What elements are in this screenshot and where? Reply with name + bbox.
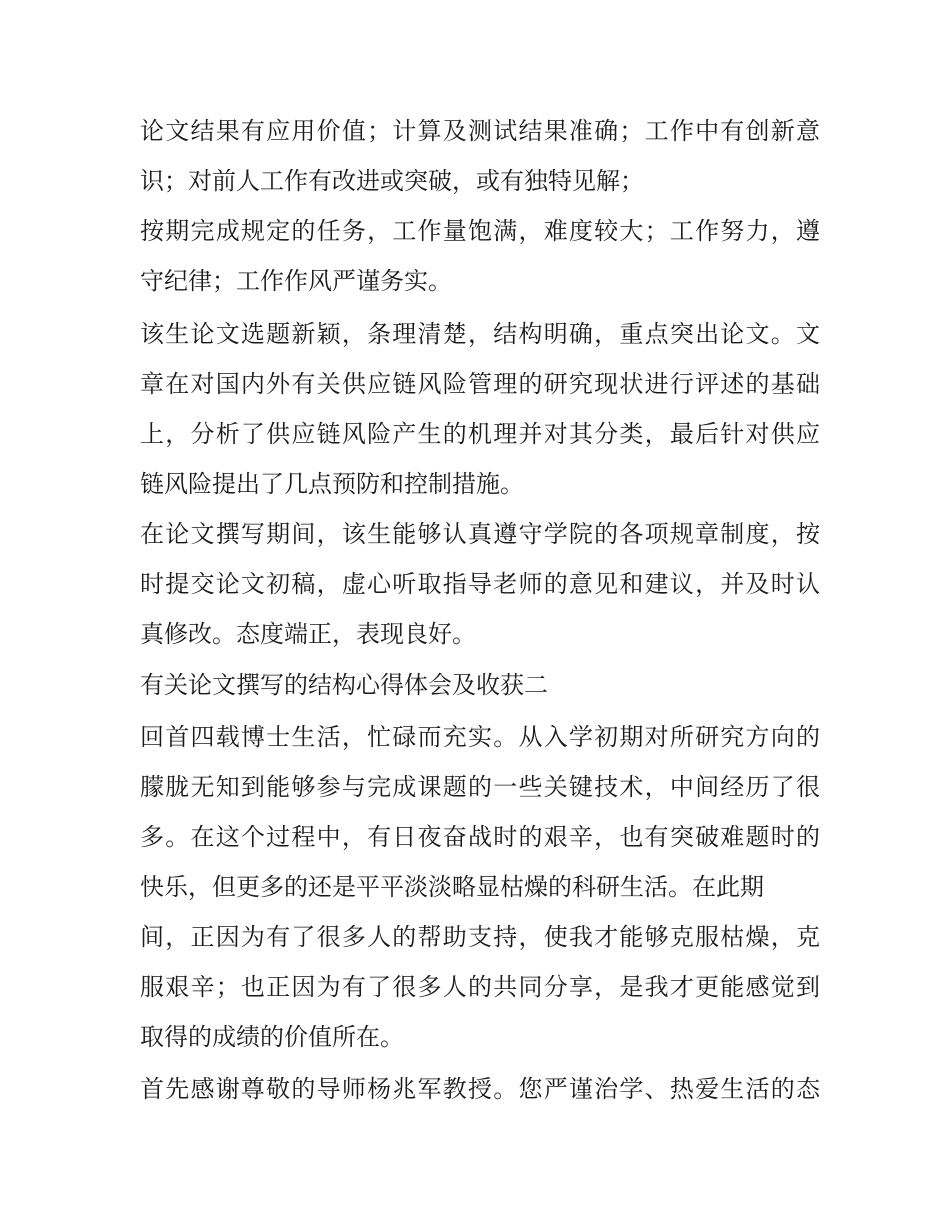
text-line: 链风险提出了几点预防和控制措施。: [140, 470, 524, 498]
text-line: 朦胧无知到能够参与完成课题的一些关键技术，中间经历了很: [140, 773, 820, 801]
text-line: 按期完成规定的任务，工作量饱满，难度较大；工作努力，遵: [140, 217, 820, 245]
text-line: 识；对前人工作有改进或突破，或有独特见解；: [140, 167, 644, 195]
text-line: 服艰辛；也正因为有了很多人的共同分享，是我才更能感觉到: [140, 973, 820, 1001]
text-line: 取得的成绩的价值所在。: [140, 1023, 404, 1051]
text-line: 论文结果有应用价值；计算及测试结果准确；工作中有创新意: [140, 117, 820, 145]
text-line: 在论文撰写期间，该生能够认真遵守学院的各项规章制度，按: [140, 520, 820, 548]
text-line: 回首四载博士生活，忙碌而充实。从入学初期对所研究方向的: [140, 723, 820, 751]
text-line: 该生论文选题新颖，条理清楚，结构明确，重点突出论文。文: [140, 320, 820, 348]
section-heading: 有关论文撰写的结构心得体会及收获二: [140, 671, 548, 699]
text-line: 首先感谢尊敬的导师杨兆军教授。您严谨治学、热爱生活的态: [140, 1075, 820, 1103]
text-line: 守纪律；工作作风严谨务实。: [140, 267, 452, 295]
text-line: 多。在这个过程中，有日夜奋战时的艰辛，也有突破难题时的: [140, 823, 820, 851]
text-line: 时提交论文初稿，虚心听取指导老师的意见和建议，并及时认: [140, 570, 820, 598]
text-line: 间，正因为有了很多人的帮助支持，使我才能够克服枯燥，克: [140, 923, 820, 951]
text-line: 真修改。态度端正，表现良好。: [140, 620, 476, 648]
text-line: 上，分析了供应链风险产生的机理并对其分类，最后针对供应: [140, 420, 820, 448]
text-line: 章在对国内外有关供应链风险管理的研究现状进行评述的基础: [140, 370, 820, 398]
text-line: 快乐，但更多的还是平平淡淡略显枯燥的科研生活。在此期: [140, 873, 764, 901]
